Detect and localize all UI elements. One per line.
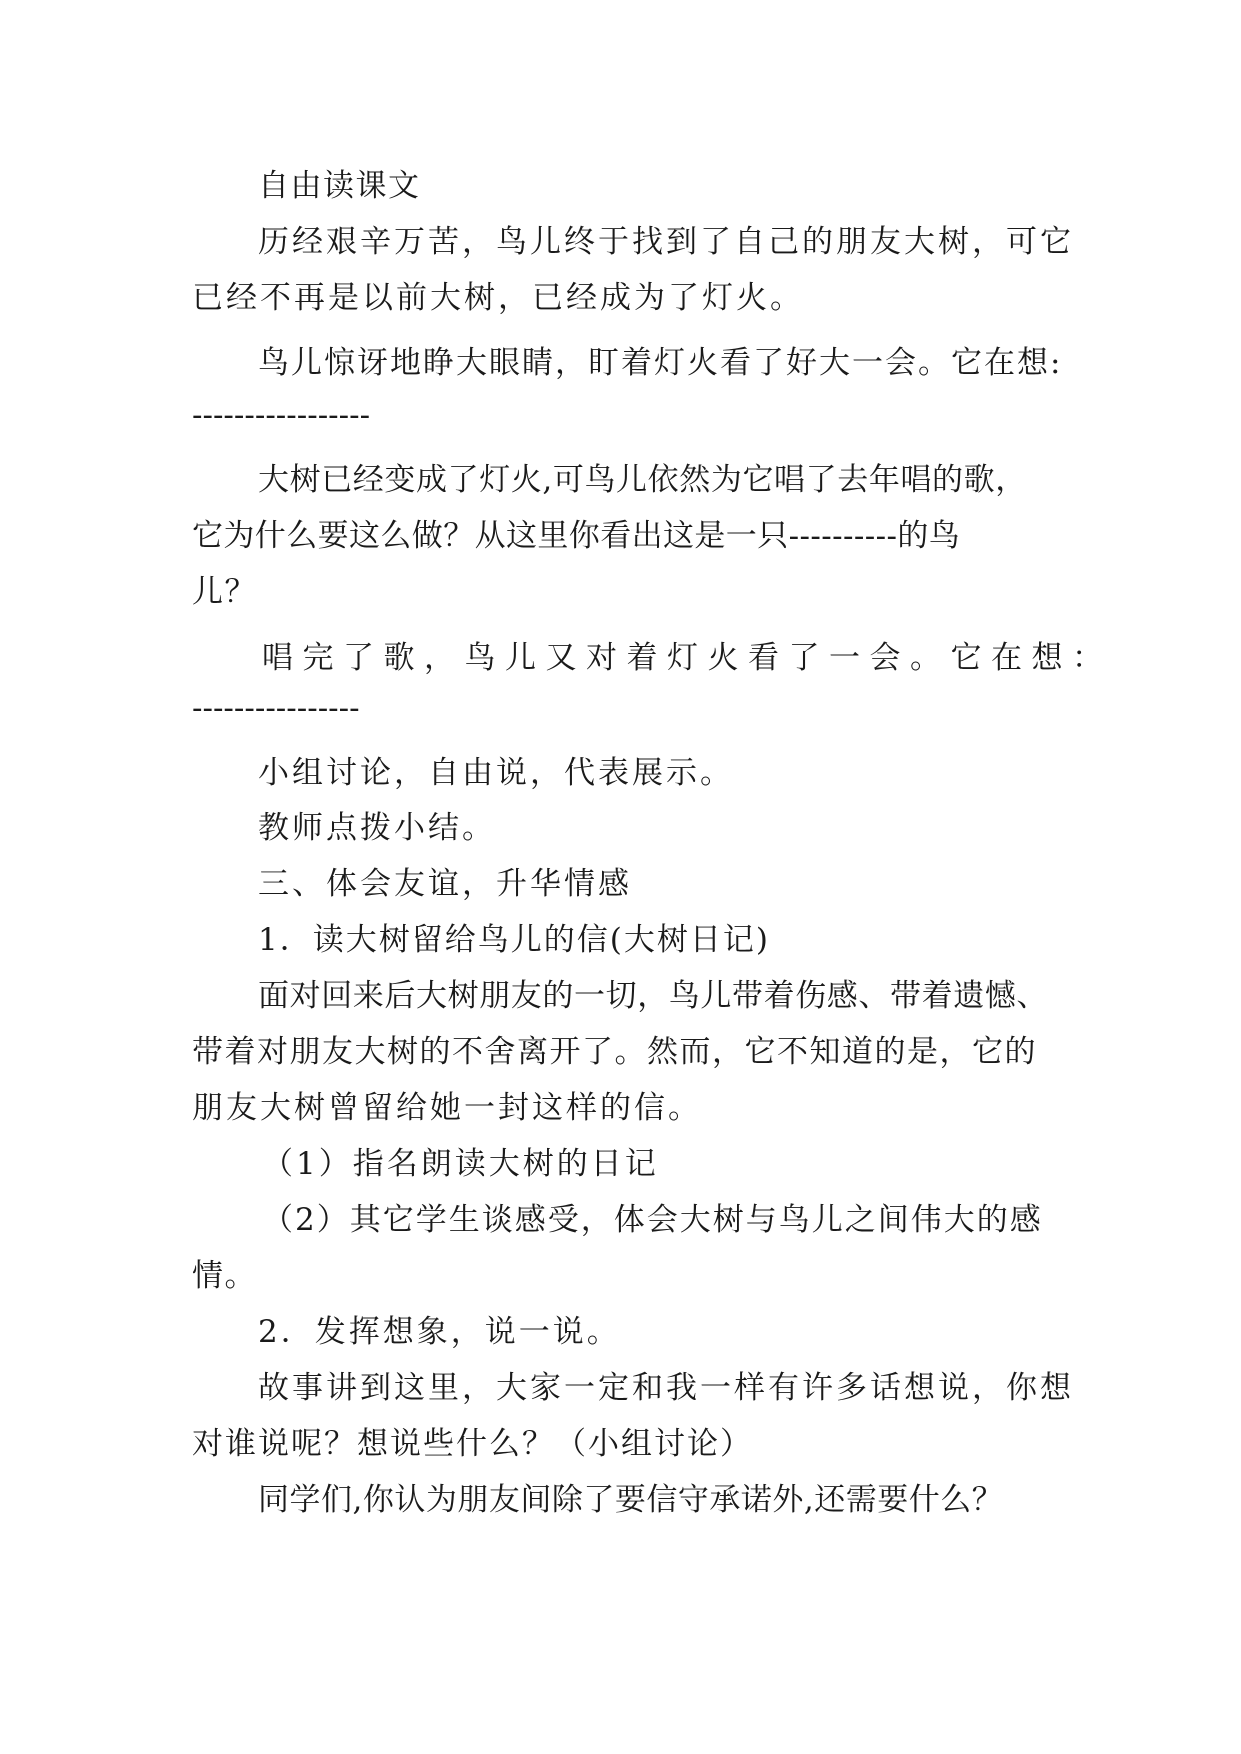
text-line: 对谁说呢？想说些什么？（小组讨论） [192,1426,753,1462]
text-line: 儿？ [192,574,257,610]
text-line: 1．读大树留给鸟儿的信(大树日记) [258,922,770,958]
text-line: 大树已经变成了灯火,可鸟儿依然为它唱了去年唱的歌， [258,462,1027,498]
text-line: （2）其它学生谈感受，体会大树与鸟儿之间伟大的感 [262,1202,1043,1238]
text-line: （1）指名朗读大树的日记 [262,1146,659,1182]
text-line: 它为什么要这么做？从这里你看出这是一只----------的鸟 [192,518,961,554]
text-line: 同学们,你认为朋友间除了要信守承诺外,还需要什么？ [258,1482,1004,1518]
text-line: 朋友大树曾留给她一封这样的信。 [192,1090,702,1126]
blank-line: ----------------- [192,397,371,433]
text-line: 鸟儿惊讶地睁大眼睛，盯着灯火看了好大一会。它在想: [258,345,1063,381]
text-line: 面对回来后大树朋友的一切，鸟儿带着伤感、带着遗憾、 [258,978,1048,1014]
text-line: 唱完了歌，鸟儿又对着灯火看了一会。它在想： [262,640,1113,676]
text-line: 小组讨论，自由说，代表展示。 [258,755,734,791]
text-line: 已经不再是以前大树，已经成为了灯火。 [192,280,804,316]
blank-line: ---------------- [192,690,360,726]
section-heading: 三、体会友谊，升华情感 [258,866,632,902]
text-line: 情。 [192,1258,257,1294]
text-line: 故事讲到这里，大家一定和我一样有许多话想说，你想 [258,1370,1074,1406]
text-line: 教师点拨小结。 [258,810,496,846]
text-line: 带着对朋友大树的不舍离开了。然而，它不知道的是，它的 [192,1034,1037,1070]
text-line: 历经艰辛万苦，鸟儿终于找到了自己的朋友大树，可它 [258,224,1074,260]
text-line: 自由读课文 [258,168,421,204]
text-line: 2．发挥想象，说一说。 [258,1314,621,1350]
